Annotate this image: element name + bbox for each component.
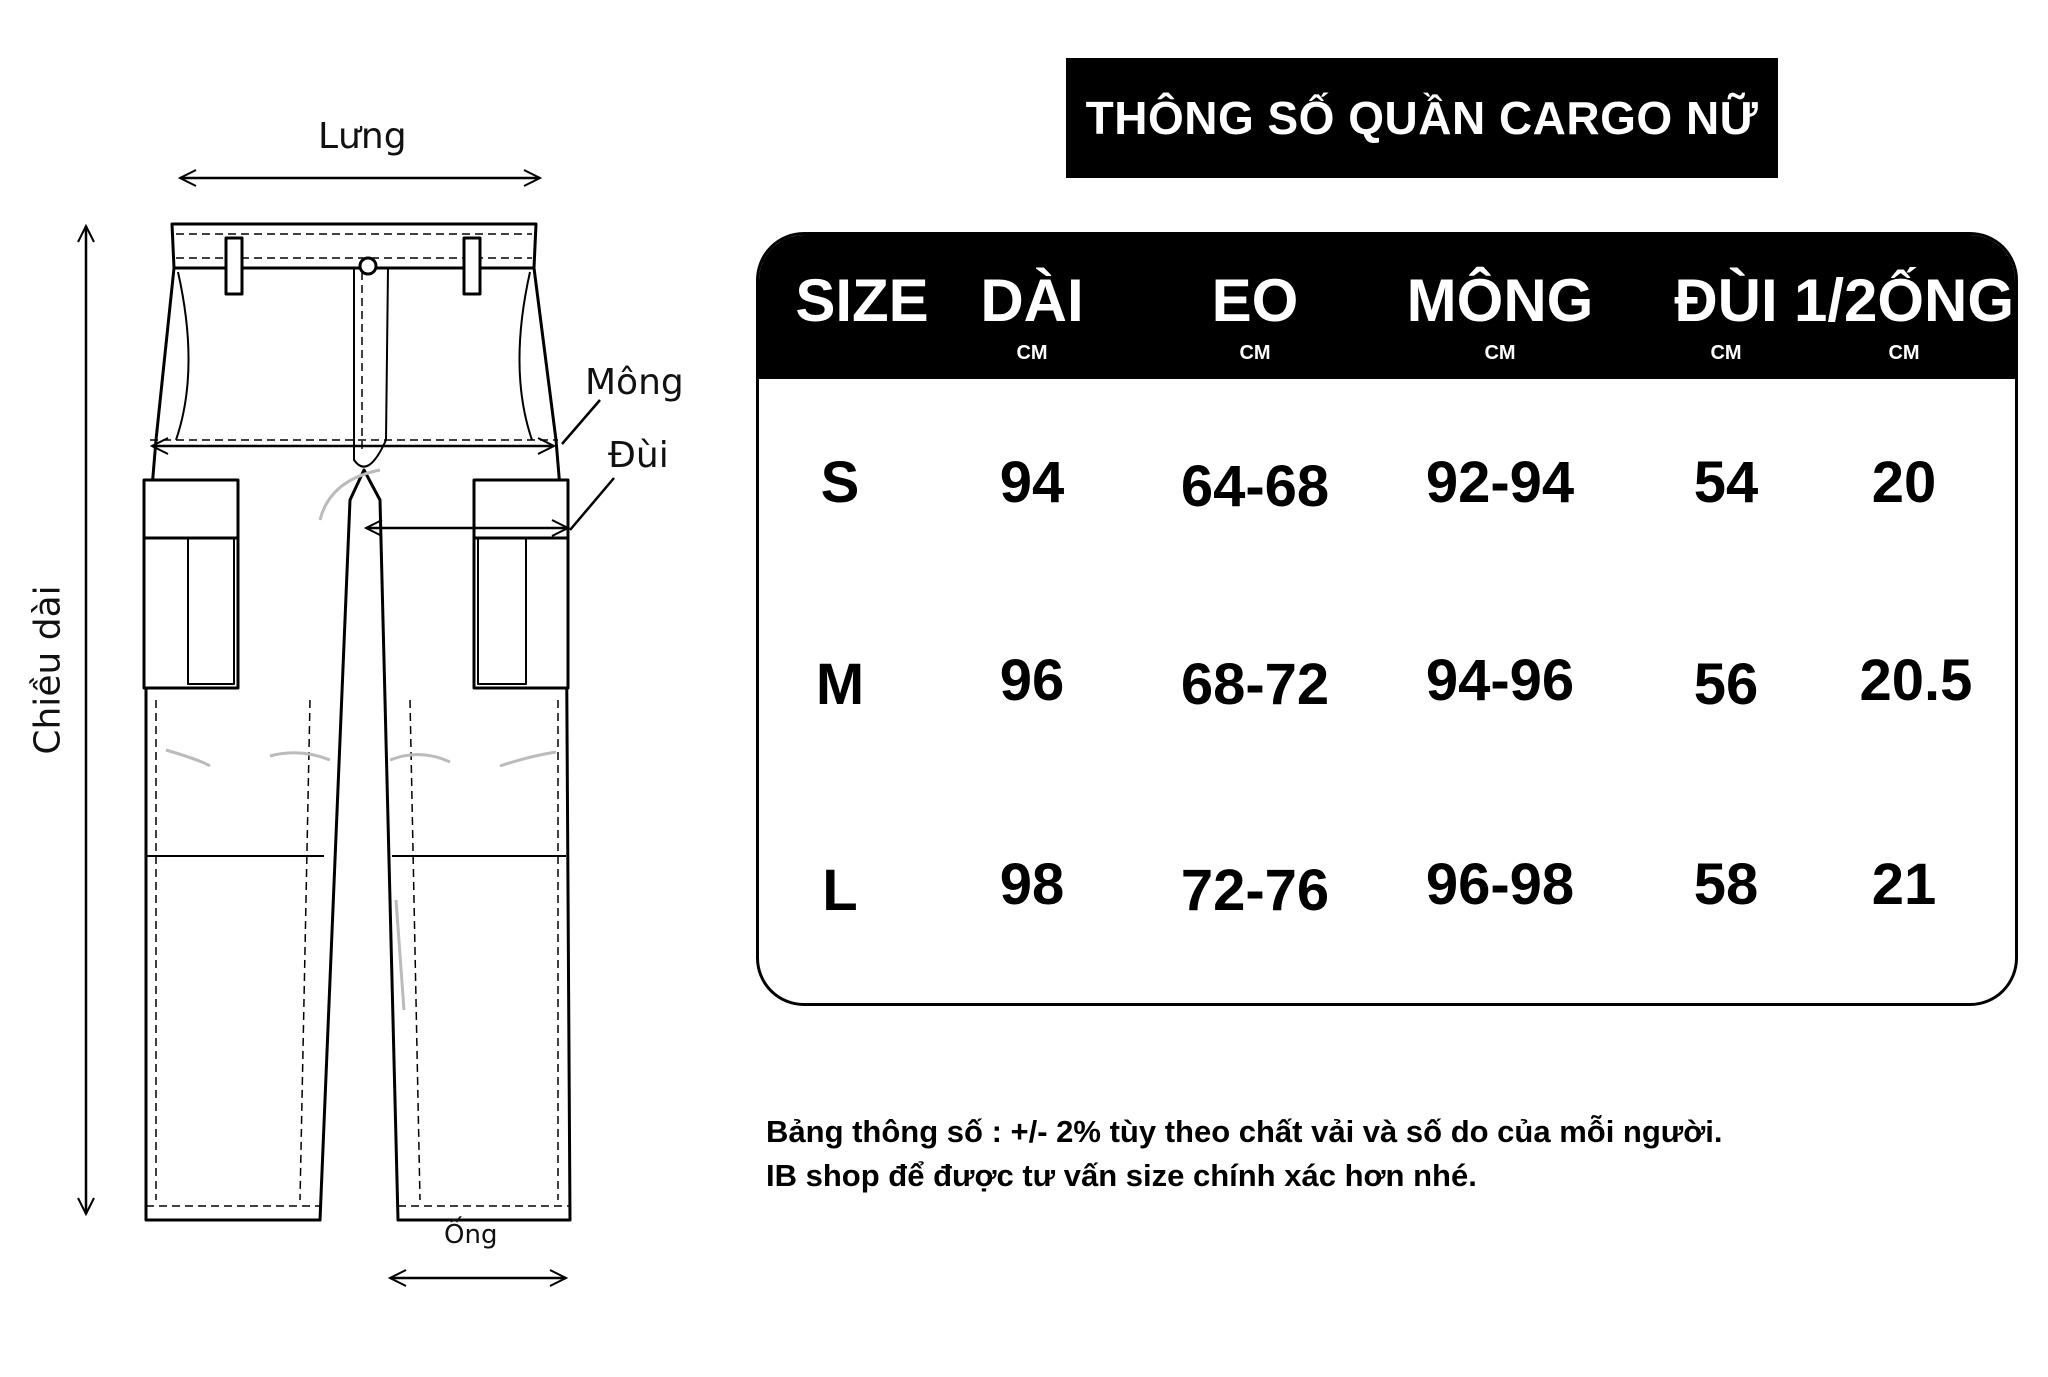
table-row	[759, 625, 2015, 745]
label-leg-opening: Ống	[444, 1220, 498, 1250]
table-row	[759, 825, 2015, 945]
table-row	[759, 423, 2015, 543]
cell-size: M	[815, 652, 865, 717]
label-hip: Mông	[585, 362, 684, 403]
cell-length: 98	[999, 852, 1065, 917]
table-header	[759, 235, 2015, 379]
label-length: Chiều dài	[27, 585, 69, 755]
cell-waist: 68-72	[1180, 652, 1330, 717]
title-banner	[1066, 58, 1778, 178]
cell-hip: 96-98	[1425, 852, 1575, 917]
page-title: THÔNG SỐ QUẦN CARGO NỮ	[1085, 92, 1759, 144]
label-waist: Lưng	[318, 116, 407, 157]
cell-length: 94	[999, 450, 1065, 515]
cell-half-leg-opening: 21	[1871, 852, 1937, 917]
pants-diagram	[0, 0, 760, 1372]
header-thigh: ĐÙI CM	[1674, 267, 1778, 364]
cell-hip: 92-94	[1425, 450, 1575, 515]
header-waist: EO CM	[1211, 267, 1299, 364]
cell-waist: 64-68	[1180, 454, 1330, 519]
label-thigh: Đùi	[608, 435, 669, 476]
cell-thigh: 56	[1693, 652, 1759, 717]
note-line-contact: IB shop để được tư vấn size chính xác hơn nhé.	[766, 1158, 1477, 1193]
cell-size: S	[820, 450, 860, 515]
cell-half-leg-opening: 20.5	[1859, 648, 1973, 713]
header-length: DÀI CM	[980, 267, 1084, 364]
cell-length: 96	[999, 648, 1065, 713]
header-hip: MÔNG CM	[1406, 267, 1594, 364]
pants-illustration	[0, 0, 760, 1372]
size-table	[756, 232, 2018, 1006]
cell-thigh: 58	[1693, 852, 1759, 917]
cell-waist: 72-76	[1180, 858, 1330, 923]
header-half-leg-opening: 1/2ỐNG CM	[1793, 267, 2015, 364]
note-line-tolerance: Bảng thông số : +/- 2% tùy theo chất vải và số do của mỗi người.	[766, 1114, 1723, 1149]
cell-size: L	[822, 858, 858, 923]
cell-hip: 94-96	[1425, 648, 1575, 713]
size-note	[766, 1110, 1723, 1198]
cell-half-leg-opening: 20	[1871, 450, 1937, 515]
header-size: SIZE	[795, 267, 929, 334]
cell-thigh: 54	[1693, 450, 1759, 515]
